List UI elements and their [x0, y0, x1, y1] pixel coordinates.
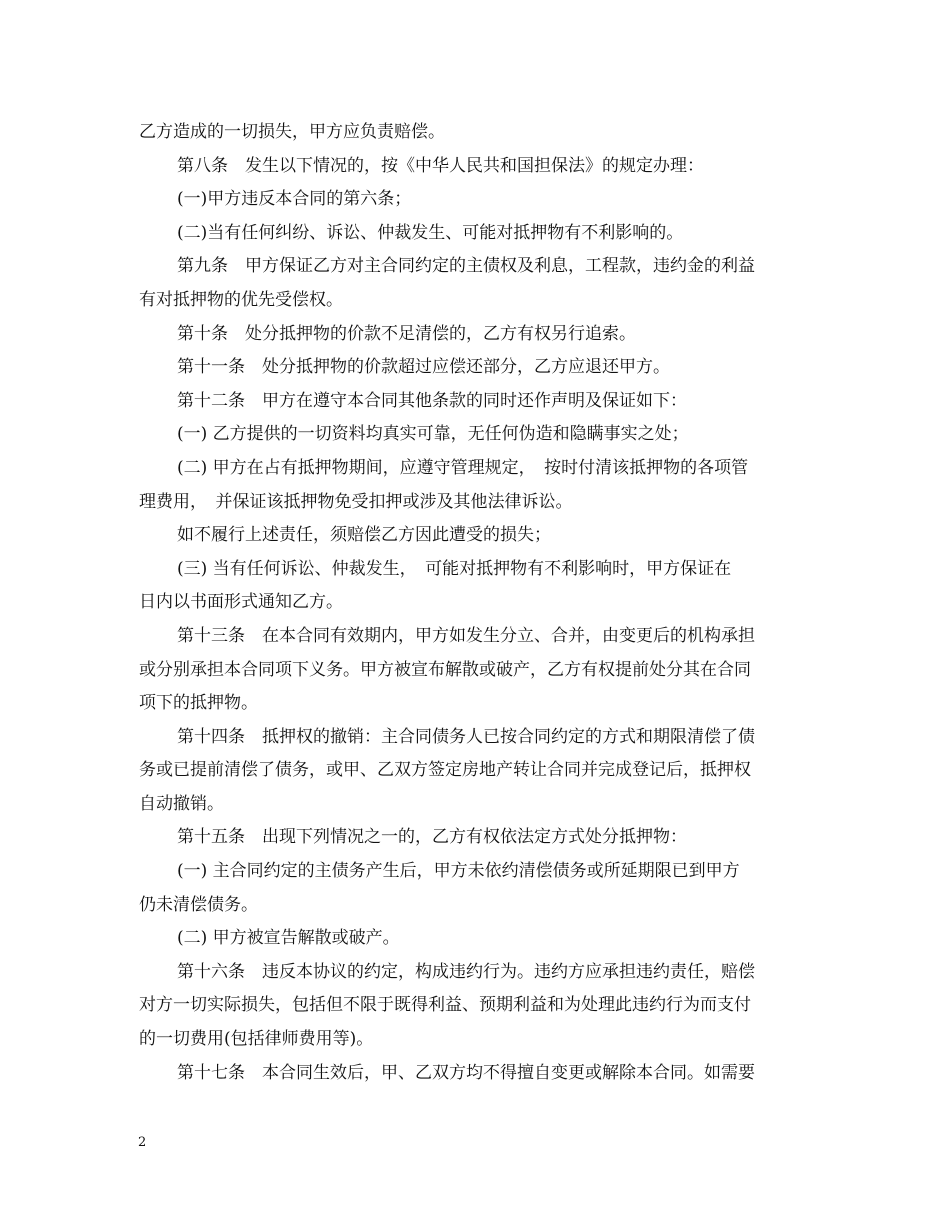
text-line: (一)甲方违反本合同的第六条； — [177, 189, 412, 210]
text-line: 第十条 处分抵押物的价款不足清偿的，乙方有权另行追索。 — [177, 323, 636, 344]
text-line: 理费用， 并保证该抵押物免受扣押或涉及其他法律诉讼。 — [139, 491, 573, 512]
text-line: (二) 甲方被宣告解散或破产。 — [177, 928, 400, 949]
text-line: 第十一条 处分抵押物的价款超过应偿还部分，乙方应退还甲方。 — [177, 357, 670, 378]
text-line: 第十七条 本合同生效后，甲、乙双方均不得擅自变更或解除本合同。如需要 — [177, 1062, 755, 1083]
text-line: 的一切费用(包括律师费用等)。 — [139, 1029, 374, 1050]
text-line: 项下的抵押物。 — [139, 693, 258, 714]
text-line: (三) 当有任何诉讼、仲裁发生， 可能对抵押物有不利影响时，甲方保证在 — [177, 558, 732, 579]
text-line: 第八条 发生以下情况的，按《中华人民共和国担保法》的规定办理： — [177, 155, 704, 176]
text-line: 对方一切实际损失，包括但不限于既得利益、预期利益和为处理此违约行为而支付 — [139, 995, 751, 1016]
text-line: 务或已提前清偿了债务，或甲、乙双方签定房地产转让合同并完成登记后，抵押权 — [139, 760, 751, 781]
text-line: (一) 主合同约定的主债务产生后，甲方未依约清偿债务或所延期限已到甲方 — [177, 861, 740, 882]
text-line: 乙方造成的一切损失，甲方应负责赔偿。 — [139, 122, 445, 142]
text-line: 仍未清偿债务。 — [139, 894, 258, 915]
text-line: 第十五条 出现下列情况之一的，乙方有权依法定方式处分抵押物： — [177, 827, 687, 848]
text-line: 第十四条 抵押权的撤销：主合同债务人已按合同约定的方式和期限清偿了债 — [177, 726, 755, 747]
page-number: 2 — [138, 1135, 147, 1150]
text-line: (二)当有任何纠纷、诉讼、仲裁发生、可能对抵押物有不利影响的。 — [177, 222, 684, 243]
text-line: 第十六条 违反本协议的约定，构成违约行为。违约方应承担违约责任，赔偿 — [177, 961, 755, 982]
text-line: (二) 甲方在占有抵押物期间，应遵守管理规定， 按时付清该抵押物的各项管 — [177, 457, 749, 478]
text-line: 有对抵押物的优先受偿权。 — [139, 289, 343, 310]
text-line: 第十三条 在本合同有效期内，甲方如发生分立、合并，由变更后的机构承担 — [177, 625, 755, 646]
text-line: 如不履行上述责任，须赔偿乙方因此遭受的损失； — [177, 525, 551, 546]
text-line: 第九条 甲方保证乙方对主合同约定的主债权及利息，工程款，违约金的利益 — [177, 256, 755, 277]
document-body — [139, 116, 811, 1090]
text-line: 或分别承担本合同项下义务。甲方被宣布解散或破产，乙方有权提前处分其在合同 — [139, 659, 751, 680]
text-line: (一) 乙方提供的一切资料均真实可靠，无任何伪造和隐瞒事实之处； — [177, 424, 689, 445]
text-line: 自动撤销。 — [139, 793, 224, 814]
text-line: 日内以书面形式通知乙方。 — [139, 592, 343, 613]
text-line: 第十二条 甲方在遵守本合同其他条款的同时还作声明及保证如下： — [177, 390, 687, 411]
